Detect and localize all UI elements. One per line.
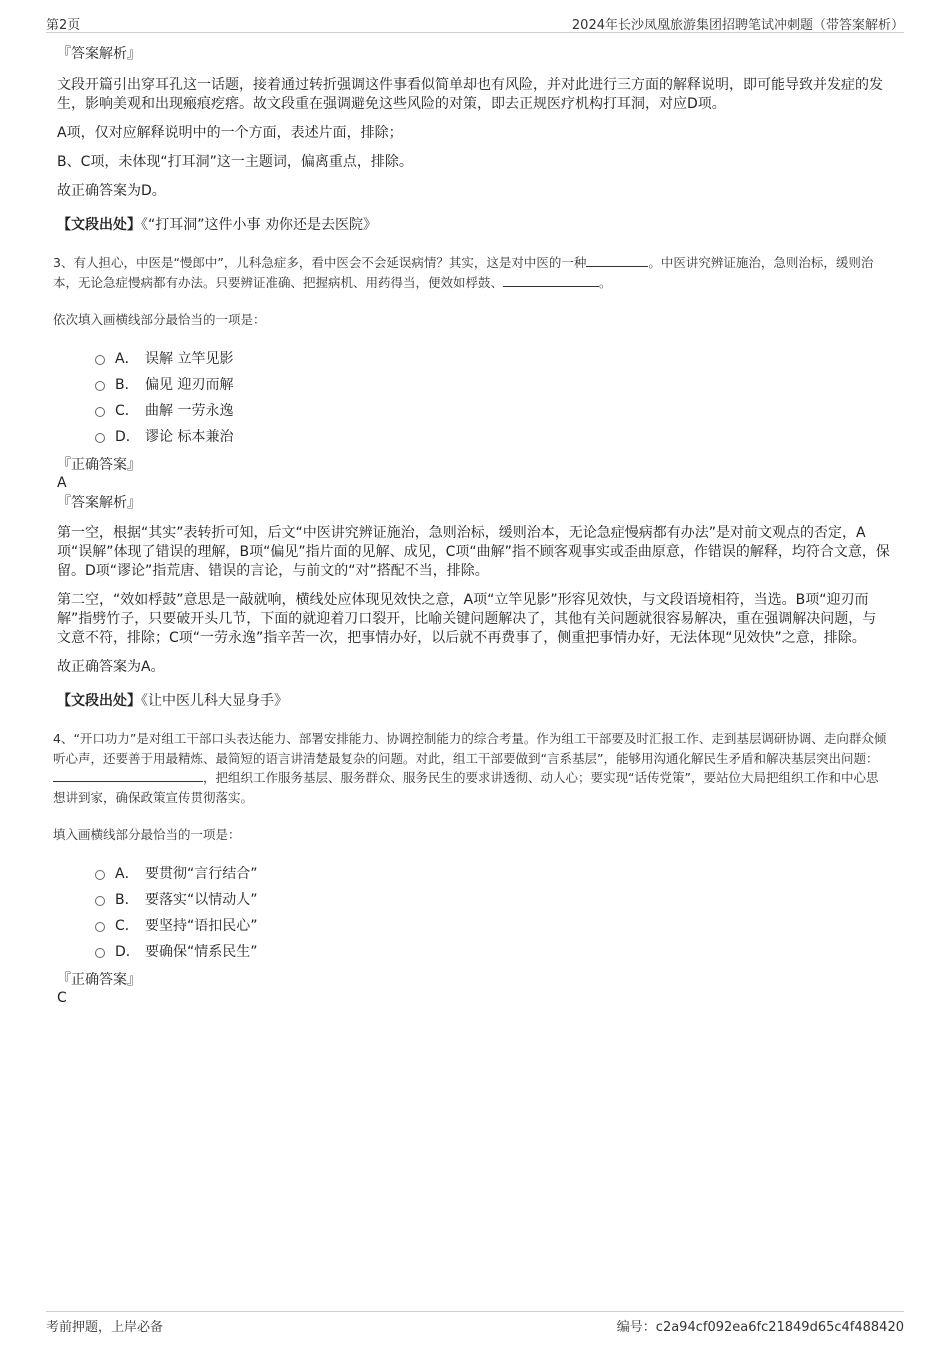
question-3-text: 3、有人担心，中医是“慢郎中”，儿科急症多，看中医会不会延误病情？其实，这是对中医的一种 。中医讲究辨证施治，急则治标，缓则治本，无论急症慢病都有办法。只要辨证准确、把握病机、用药得当，便效如桴鼓、 。	[53, 255, 874, 290]
radio-icon[interactable]	[95, 896, 105, 906]
document-title: 2024年长沙凤凰旅游集团招聘笔试冲刺题（带答案解析）	[571, 18, 904, 33]
radio-icon[interactable]	[95, 922, 105, 932]
analysis-label: 『答案解析』	[57, 495, 141, 511]
option-b[interactable]: B． 要落实“以情动人”	[95, 887, 890, 913]
source-text: 《让中医儿科大显身手》	[141, 693, 288, 709]
source-text: 《“打耳洞”这件小事 劝你还是去医院》	[141, 217, 377, 233]
correct-answer-label: 『正确答案』	[57, 457, 141, 473]
analysis-paragraph: B、C项，未体现“打耳洞”这一主题词，偏离重点，排除。	[57, 154, 413, 170]
question-4-options	[95, 861, 890, 965]
analysis-conclusion: 故正确答案为D。	[57, 183, 166, 199]
page-content	[53, 44, 890, 1007]
analysis-label: 『答案解析』	[57, 46, 141, 62]
radio-icon[interactable]	[95, 870, 105, 880]
source-label: 【文段出处】	[57, 693, 141, 709]
blank-line	[53, 769, 203, 782]
analysis-paragraph: 文段开篇引出穿耳孔这一话题，接着通过转折强调这件事看似简单却也有风险，并对此进行三方面的解释说明，即可能导致并发症的发生，影响美观和出现瘢痕疙瘩。故文段重在强调避免这些风险的对策，即去正规医疗机构打耳洞，对应D项。	[57, 77, 883, 112]
question-4-text: 4、“开口功力”是对组工干部口头表达能力、部署安排能力、协调控制能力的综合考量。作为组工干部要及时汇报工作、走到基层调研协调、走向群众倾听心声，还要善于用最精炼、最简短的语言讲清楚最复杂的问题。对此，组工干部要做到“言系基层”，能够用沟通化解民生矛盾和解决基层突出问题：，把组织工作服务基层、服务群众、服务民生的要求讲透彻、动人心；要实现“话传党策”，要站位大局把组织工作和中心思想讲到家，确保政策宣传贯彻落实。	[53, 731, 887, 805]
correct-answer-label: 『正确答案』	[57, 972, 141, 988]
option-d[interactable]: D． 谬论 标本兼治	[95, 424, 890, 450]
option-c[interactable]: C． 要坚持“语扣民心”	[95, 913, 890, 939]
radio-icon[interactable]	[95, 433, 105, 443]
source-label: 【文段出处】	[57, 217, 141, 233]
option-a[interactable]: A． 误解 立竿见影	[95, 346, 890, 372]
analysis-conclusion: 故正确答案为A。	[57, 659, 165, 675]
source-line	[57, 691, 890, 711]
page-header	[46, 14, 904, 33]
correct-answer: A	[57, 475, 67, 491]
page-footer	[46, 1311, 904, 1334]
footer-slogan: 考前押题，上岸必备	[46, 1320, 164, 1335]
blank-line	[586, 254, 648, 267]
question-3-options	[95, 346, 890, 450]
correct-answer: C	[57, 990, 67, 1006]
analysis-paragraph: A项，仅对应解释说明中的一个方面，表述片面，排除；	[57, 125, 403, 141]
document-id: 编号：c2a94cf092ea6fc21849d65c4f488420	[616, 1320, 904, 1335]
analysis-paragraph: 第一空，根据“其实”表转折可知，后文“中医讲究辨证施治，急则治标，缓则治本，无论急症慢病都有办法”是对前文观点的否定，A项“误解”体现了错误的理解，B项“偏见”指片面的见解、成见，C项“曲解”指不顾客观事实或歪曲原意，作错误的解释，均符合文意，保留。D项“谬论”指荒唐、错误的言论，与前文的“对”搭配不当，排除。	[57, 525, 890, 579]
radio-icon[interactable]	[95, 948, 105, 958]
option-b[interactable]: B． 偏见 迎刃而解	[95, 372, 890, 398]
question-3-prompt: 依次填入画横线部分最恰当的一项是：	[53, 312, 266, 327]
option-c[interactable]: C． 曲解 一劳永逸	[95, 398, 890, 424]
page-number: 第2页	[46, 18, 81, 33]
blank-line	[503, 274, 599, 287]
question-4-prompt: 填入画横线部分最恰当的一项是：	[53, 827, 241, 842]
radio-icon[interactable]	[95, 381, 105, 391]
source-line	[57, 215, 890, 235]
option-a[interactable]: A． 要贯彻“言行结合”	[95, 861, 890, 887]
radio-icon[interactable]	[95, 407, 105, 417]
radio-icon[interactable]	[95, 355, 105, 365]
analysis-paragraph: 第二空，“效如桴鼓”意思是一敲就响，横线处应体现见效快之意，A项“立竿见影”形容见效快，与文段语境相符，当选。B项“迎刃而解”指劈竹子，只要破开头几节，下面的就迎着刀口裂开，比喻关键问题解决了，其他有关问题就很容易解决，重在强调解决问题，与文意不符，排除；C项“一劳永逸”指辛苦一次，把事情办好，以后就不再费事了，侧重把事情办好，无法体现“见效快”之意，排除。	[57, 592, 877, 646]
option-d[interactable]: D． 要确保“情系民生”	[95, 939, 890, 965]
